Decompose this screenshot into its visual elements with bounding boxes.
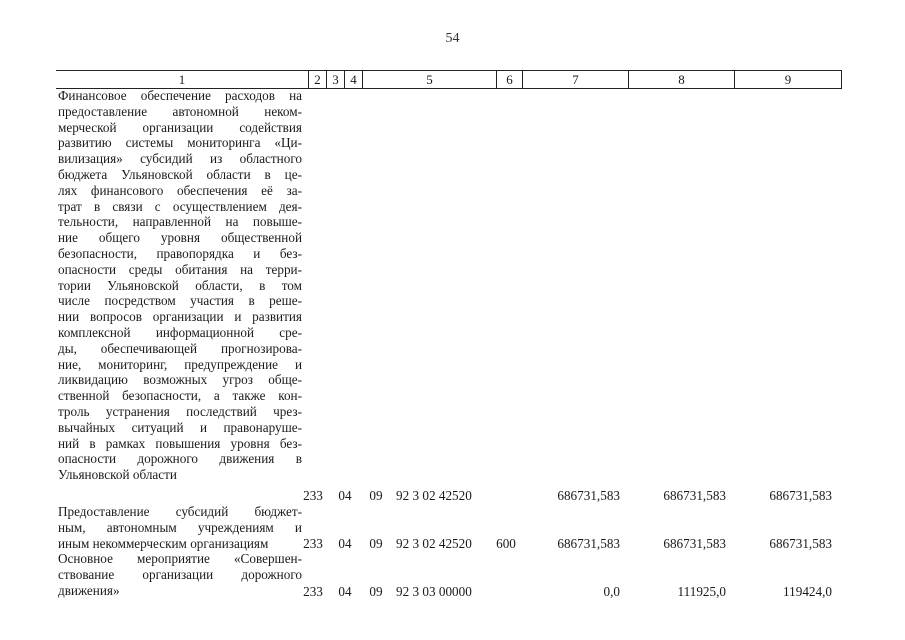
page-number: 54 — [445, 31, 460, 46]
row-description: Финансовое обеспечение расходов на предоставление автономной неком- мерческой организации содействия развитию системы мониторинга «Ци- вилизация» субсидий из областного бюджета Ульяновской области в це- лях финансового обеспечения её за- трат в связи с осуществлением дея- тельности, направленной на повыше- ние общего уровня общественной безопасности, правопорядка и без- опасности среды обитания на терри- тории Ульяновской области, в том числе посредством участия в реше- нии вопросов организации и развития комплексной информационной сре- ды, обеспечивающей прогнозирова- ние, мониторинг, предупреждение и ликвидацию возможных угроз обще- ственной безопасности, а также кон- троль устранения последствий чрез- вычайных ситуаций и правонаруше- ний в рамках повышения уровня без- опасности дорожного движения в Ульяновской области — [58, 88, 302, 483]
row-description: Основное мероприятие «Совершен- ствование организации дорожного движения» — [58, 551, 302, 598]
cell-amount-col7: 686731,583 — [557, 488, 620, 503]
header-cell-8: 8 — [628, 71, 734, 88]
cell-target-article: 92 3 03 00000 — [396, 584, 472, 599]
cell-amount-col7: 0,0 — [603, 584, 620, 599]
header-cell-6: 6 — [496, 71, 522, 88]
cell-expense-type: 600 — [496, 536, 516, 551]
cell-subsection: 09 — [369, 536, 383, 551]
cell-admin: 233 — [303, 488, 323, 503]
cell-subsection: 09 — [369, 584, 383, 599]
cell-target-article: 92 3 02 42520 — [396, 536, 472, 551]
header-cell-2: 2 — [308, 71, 326, 88]
header-cell-9: 9 — [734, 71, 842, 88]
cell-amount-col8: 111925,0 — [677, 584, 726, 599]
header-cell-1: 1 — [178, 72, 186, 87]
cell-target-article: 92 3 02 42520 — [396, 488, 472, 503]
cell-admin: 233 — [303, 536, 323, 551]
cell-amount-col8: 686731,583 — [663, 488, 726, 503]
cell-subsection: 09 — [369, 488, 383, 503]
cell-amount-col9: 686731,583 — [769, 536, 832, 551]
cell-amount-col7: 686731,583 — [557, 536, 620, 551]
cell-section: 04 — [338, 488, 352, 503]
header-cell-5: 5 — [362, 71, 496, 88]
cell-amount-col9: 119424,0 — [783, 584, 832, 599]
cell-amount-col8: 686731,583 — [663, 536, 726, 551]
table-header-row — [56, 70, 842, 89]
header-cell-3: 3 — [326, 71, 344, 88]
header-cell-4: 4 — [344, 71, 362, 88]
cell-amount-col9: 686731,583 — [769, 488, 832, 503]
cell-section: 04 — [338, 584, 352, 599]
header-cell-7: 7 — [522, 71, 628, 88]
cell-admin: 233 — [303, 584, 323, 599]
row-description: Предоставление субсидий бюджет- ным, автономным учреждениям и иным некоммерческим организациям — [58, 504, 302, 551]
cell-section: 04 — [338, 536, 352, 551]
